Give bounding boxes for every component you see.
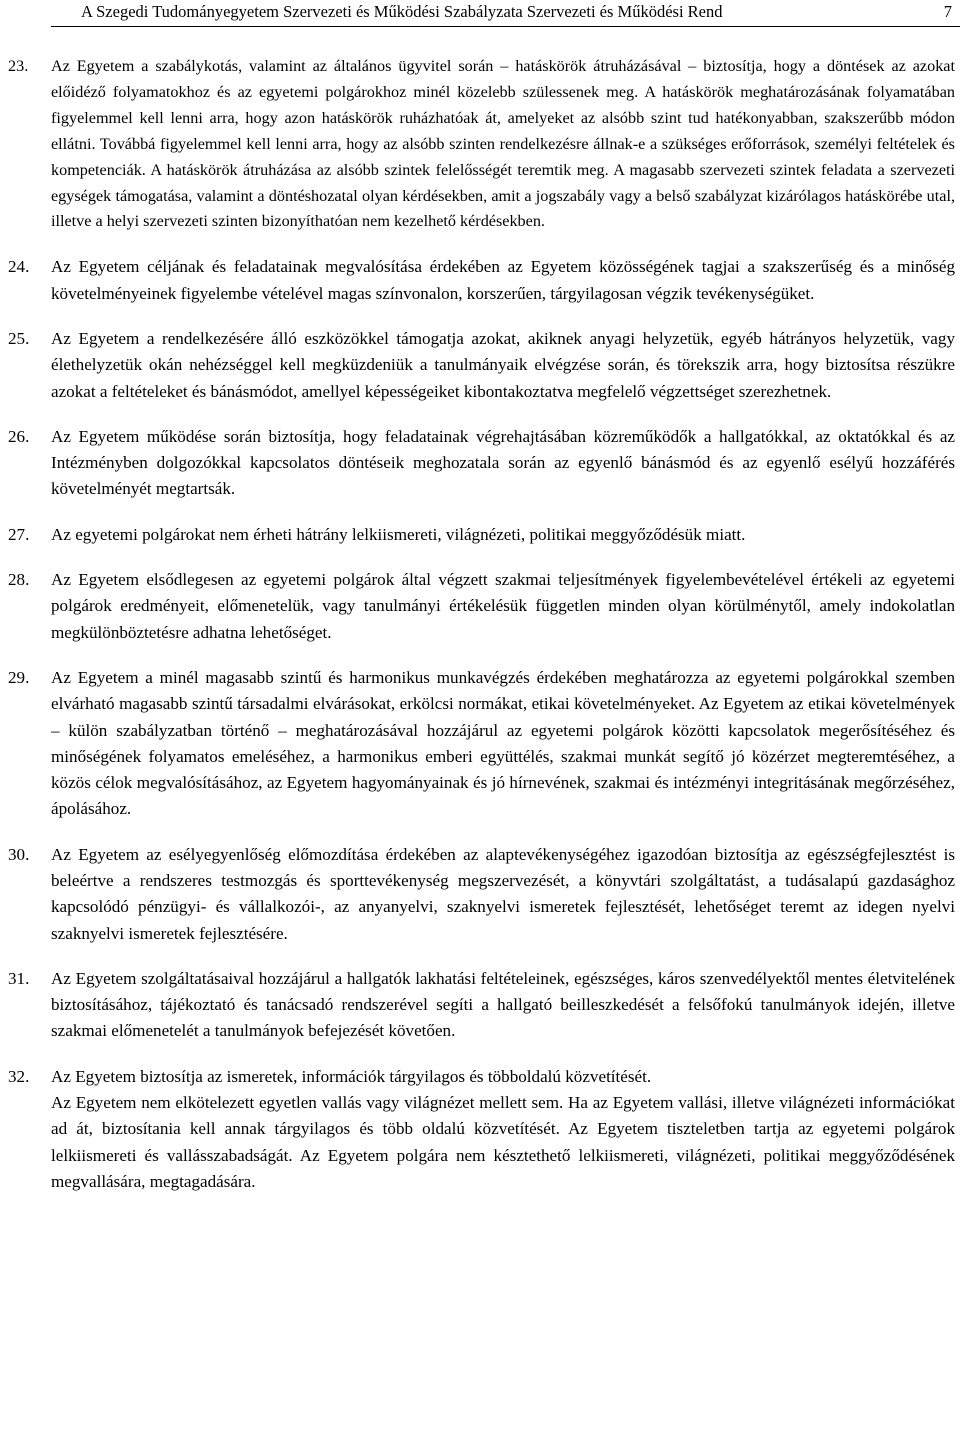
- section-number: 24.: [8, 257, 30, 277]
- section-number: 23.: [8, 57, 29, 75]
- section-number: 31.: [8, 968, 30, 988]
- section-text: Az Egyetem a szabálykotás, valamint az általános ügyvitel során – hatáskörök átruházásával – biztosítja, hogy a döntések az azokat előidéző folyamatokhoz és az egyetemi polgárokhoz minél közelebb szülessenek meg. A hatáskörök meghatározásának folyamatában figyelemmel kell lenni arra, hogy azon hatáskörök ruházhatóak át, amelyeket az alsóbb szint tud hatékonyabban, szakszerűbb módon ellátni. Továbbá figyelemmel kell lenni arra, hogy az alsóbb szinten rendelkezésre állnak-e a szükséges erőforrások, személyi feltételek és kompetenciák. A hatáskörök átruházása az alsóbb szintek felelősségét teremtik meg. A magasabb szervezeti szintek feladata a szervezeti egységek támogatása, valamint a döntéshozatal olyan kérdésekben, amit a jogszabály vagy a belső szabályzat kizárólagos hatáskörébe utal, illetve a helyi szervezeti szinten bizonyíthatóan nem kezelhető kérdésekben.: [51, 57, 955, 231]
- section-31: [0, 966, 960, 1045]
- section-number: 25.: [8, 328, 30, 348]
- section-text: Az Egyetem céljának és feladatainak megvalósítása érdekében az Egyetem közösségének tagjai a szakszerűség és a minőség követelményeinek figyelembe vételével magas színvonalon, korszerűen, tárgyilagosan végzik tevékenységüket.: [51, 257, 955, 303]
- section-24: [0, 254, 960, 307]
- section-text: Az Egyetem a minél magasabb szintű és harmonikus munkavégzés érdekében meghatározza az egyetemi polgárokkal szemben elvárható magasabb szintű társadalmi elvárásokat, erkölcsi normákat, etikai követelményeket. Az Egyetem az etikai követelmények – külön szabályzatban történő – meghatározásával hozzájárul az egyetemi polgárok közötti kapcsolatok megerősítéséhez és minőségének folyamatos emeléséhez, a harmonikus emberi együttélés, szakmai munkát segítő jó közérzet megteremtéséhez, a közös célok megvalósításához, az Egyetem hagyományainak és jó hírnevének, szakmai és intézményi integritásának megőrzéséhez, ápolásához.: [51, 667, 955, 819]
- section-text: Az Egyetem működése során biztosítja, hogy feladatainak végrehajtásában közreműködők a hallgatókkal, az oktatókkal és az Intézményben dolgozókkal kapcsolatos döntéseik meghozatala során az egyenlő bánásmód és az egyenlő esélyű hozzáférés követelményét megtartsák.: [51, 426, 955, 499]
- page-header: [51, 0, 960, 27]
- section-25: [0, 326, 960, 405]
- header-title: A Szegedi Tudományegyetem Szervezeti és Működési Szabályzata Szervezeti és Működési Rend: [81, 2, 723, 21]
- section-29: [0, 665, 960, 823]
- section-text: Az Egyetem nem elkötelezett egyetlen vallás vagy világnézet mellett sem. Ha az Egyetem vallási, illetve világnézeti információkat ad át, biztosítania kell annak tárgyilagos és több oldalú közvetítését. Az Egyetem tiszteletben tartja az egyetemi polgárok lelkiismereti és vallásszabadságát. Az Egyetem polgára nem késztethető lelkiismereti, világnézeti, politikai meggyőződésének megvallására, megtagadására.: [51, 1093, 955, 1191]
- section-text: Az Egyetem biztosítja az ismeretek, információk tárgyilagos és többoldalú közvetítését.: [51, 1066, 652, 1086]
- section-number: 26.: [8, 426, 30, 446]
- section-23: [0, 54, 960, 235]
- section-text: Az Egyetem szolgáltatásaival hozzájárul a hallgatók lakhatási feltételeinek, egészséges, káros szenvedélyektől mentes életvitelének biztosításához, tájékoztató és tanácsadó rendszerével segíti a hallgató beilleszkedését a felsőfokú tanulmányok idején, illetve szakmai előmenetelét a tanulmányok befejezését követően.: [51, 968, 955, 1041]
- section-text: Az Egyetem az esélyegyenlőség előmozdítása érdekében az alaptevékenységéhez igazodóan biztosítja az egészségfejlesztést is beleértve a rendszeres testmozgás és sporttevékenység megszervezését, a könyvtári szolgáltatást, a tudásalapú gazdasághoz kapcsolódó pénzügyi- és vállalkozói-, az anyanyelvi, szaknyelvi ismeretek fejlesztését, lehetőséget teremt az idegen nyelvi szaknyelvi ismeretek fejlesztésére.: [51, 844, 955, 943]
- section-32: [0, 1064, 960, 1195]
- section-28: [0, 567, 960, 646]
- section-30: [0, 842, 960, 947]
- section-number: 29.: [8, 667, 30, 687]
- section-text: Az Egyetem a rendelkezésére álló eszközökkel támogatja azokat, akiknek anyagi helyzetük, egyéb hátrányos helyzetük, vagy élethelyzetük okán nehézséggel kell megküzdeniük a tanulmányaik elvégzése során, és törekszik arra, hogy biztosítsa részükre azokat a feltételeket és bánásmódot, amellyel képességeiket kibontakoztatva megfelelő végzettséget szerezhetnek.: [51, 328, 955, 401]
- section-number: 32.: [8, 1066, 30, 1086]
- section-text: Az Egyetem elsődlegesen az egyetemi polgárok által végzett szakmai teljesítmények figyelembevételével értékeli az egyetemi polgárok eredményeit, előmenetelük, vagy tanulmányi értékelésük független minden olyan körülménytől, amely indokolatlan megkülönböztetésre adhatna lehetőséget.: [51, 570, 955, 642]
- document-body: [0, 54, 960, 1195]
- section-26: [0, 424, 960, 503]
- page-number: 7: [943, 2, 952, 21]
- section-text: Az egyetemi polgárokat nem érheti hátrány lelkiismereti, világnézeti, politikai meggyőződésük miatt.: [51, 524, 746, 544]
- section-number: 30.: [8, 844, 30, 864]
- section-number: 27.: [8, 524, 30, 544]
- section-number: 28.: [8, 570, 30, 590]
- section-27: [0, 522, 960, 548]
